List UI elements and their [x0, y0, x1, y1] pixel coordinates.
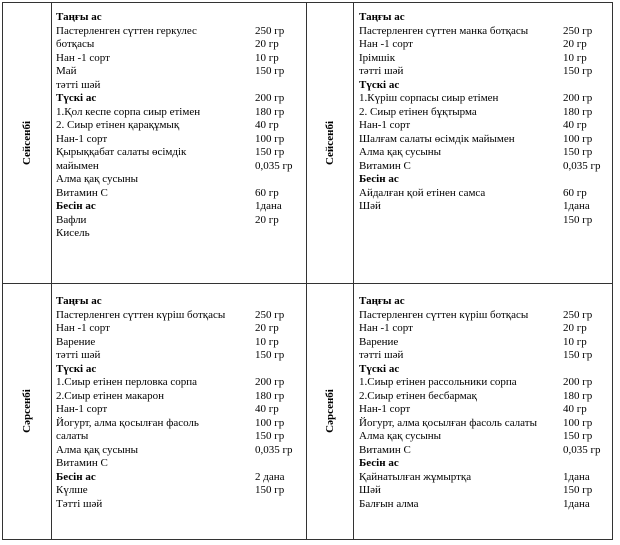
menu-item-quantity: 20 гр — [563, 322, 587, 334]
menu-item: 2.Сиыр етінен макарон — [56, 389, 164, 402]
meal-heading: Бесін ас — [359, 457, 399, 469]
menu-item: Йогурт, алма қосылған фасоль — [56, 416, 199, 429]
menu-item: Қырыққабат салаты өсімдік — [56, 146, 187, 158]
menu-item: Май — [56, 65, 77, 77]
menu-item: 1.Қол кеспе сорпа сиыр етімен — [56, 105, 201, 118]
menu-item: Варение — [359, 335, 399, 348]
menu-item-quantity: 0,035 гр — [255, 159, 293, 172]
menu-item-quantity: 180 гр — [563, 389, 593, 402]
menu-item: Нан -1 сорт — [359, 38, 413, 50]
menu-item-quantity: 250 гр — [255, 24, 285, 37]
meal-heading: Бесін ас — [56, 200, 96, 212]
day-label: Сәрсенбі — [21, 389, 33, 433]
menu-item-quantity: 150 гр — [255, 349, 285, 361]
menu-item-quantity: 20 гр — [255, 322, 279, 334]
menu-item: Нан-1 сорт — [359, 119, 411, 131]
meal-heading: Түскі ас — [359, 362, 400, 375]
menu-item: Балғын алма — [359, 497, 419, 510]
menu-item: Шәй — [359, 200, 381, 212]
menu-item: ботқасы — [56, 38, 95, 50]
menu-item-quantity: 10 гр — [255, 51, 279, 64]
menu-item-quantity: 20 гр — [255, 213, 279, 226]
menu-item-quantity: 150 гр — [563, 430, 593, 442]
menu-item: тәтті шәй — [359, 349, 404, 361]
menu-item-quantity: 180 гр — [255, 389, 285, 402]
meal-heading: Түскі ас — [56, 92, 97, 104]
menu-item-quantity: 60 гр — [563, 186, 587, 199]
menu-item-quantity: 250 гр — [563, 308, 593, 321]
menu-item-quantity: 0,035 гр — [563, 443, 601, 456]
table-border-left — [2, 2, 3, 540]
menu-item: Нан -1 сорт — [56, 322, 110, 334]
menu-item: Шалғам салаты өсімдік майымен — [359, 132, 515, 145]
menu-item-quantity: 0,035 гр — [563, 159, 601, 172]
menu-item-quantity: 100 гр — [255, 416, 285, 429]
table-border-bottom — [2, 539, 612, 540]
table-border-top — [2, 2, 612, 3]
menu-item-quantity: 180 гр — [563, 105, 593, 118]
menu-item: Йогурт, алма қосылған фасоль салаты — [359, 416, 537, 429]
menu-item-quantity: 180 гр — [255, 105, 285, 118]
menu-item: Витамин С — [359, 159, 411, 172]
menu-item-quantity: 0,035 гр — [255, 443, 293, 456]
menu-item: Вафли — [56, 213, 87, 226]
menu-item: Кисель — [56, 227, 90, 239]
menu-item-quantity: 100 гр — [563, 132, 593, 145]
menu-item-quantity: 250 гр — [255, 308, 285, 321]
meal-heading: Таңғы ас — [56, 295, 102, 307]
menu-item-quantity: 100 гр — [255, 132, 285, 145]
menu-item-quantity: 250 гр — [563, 24, 593, 37]
menu-item: Пастерленген сүттен манка ботқасы — [359, 24, 529, 37]
menu-item-quantity: 1дана — [563, 497, 590, 510]
menu-item: Варение — [56, 335, 96, 348]
menu-item-quantity: 1дана — [255, 200, 282, 212]
menu-item-quantity: 10 гр — [255, 335, 279, 348]
menu-item: Алма қақ сусыны — [56, 173, 139, 185]
menu-item-quantity: 40 гр — [255, 119, 279, 131]
menu-item-quantity: 150 гр — [563, 65, 593, 77]
menu-item: салаты — [56, 430, 89, 442]
menu-item-quantity: 150 гр — [255, 65, 285, 77]
menu-item-quantity: 150 гр — [563, 349, 593, 361]
menu-item-quantity: 150 гр — [255, 430, 285, 442]
meal-heading: Таңғы ас — [359, 11, 405, 23]
table-day-divider-left — [51, 2, 52, 540]
menu-item: Нан-1 сорт — [56, 132, 108, 145]
menu-item-quantity: 20 гр — [563, 38, 587, 50]
menu-item: Айдалған қой етінен самса — [359, 186, 486, 199]
table-day-divider-right — [353, 2, 354, 540]
menu-item: тәтті шәй — [56, 349, 101, 361]
menu-item: Күлше — [56, 484, 88, 496]
menu-item: Витамин С — [359, 443, 411, 456]
menu-item: Нан -1 сорт — [56, 51, 110, 64]
menu-item: Алма қақ сусыны — [359, 430, 442, 442]
menu-item: Нан-1 сорт — [359, 403, 411, 415]
table-row-divider — [2, 283, 612, 284]
menu-item-quantity: 200 гр — [563, 92, 593, 104]
menu-item: Ірімшік — [359, 51, 396, 64]
meal-heading: Бесін ас — [359, 173, 399, 185]
menu-item-quantity: 150 гр — [563, 484, 593, 496]
menu-item: Нан -1 сорт — [359, 322, 413, 334]
menu-item: Шәй — [359, 484, 381, 496]
menu-item: Алма қақ сусыны — [56, 443, 139, 456]
menu-item: Витамин С — [56, 186, 108, 199]
table-column-divider — [306, 2, 307, 540]
menu-item: 1.Күріш сорпасы сиыр етімен — [359, 92, 499, 104]
menu-item-quantity: 10 гр — [563, 51, 587, 64]
menu-item-quantity: 150 гр — [255, 484, 285, 496]
menu-item: Алма қақ сусыны — [359, 146, 442, 158]
menu-item: тәтті шәй — [359, 65, 404, 77]
menu-item-quantity: 200 гр — [255, 92, 285, 104]
menu-item-quantity: 150 гр — [563, 213, 593, 226]
menu-item: тәтті шәй — [56, 78, 101, 91]
meal-heading: Таңғы ас — [359, 295, 405, 307]
menu-item: Нан-1 сорт — [56, 403, 108, 415]
menu-item-quantity: 1дана — [563, 200, 590, 212]
day-label: Сейсенбі — [21, 120, 33, 166]
menu-item: Пастерленген сүттен геркулес — [56, 24, 197, 37]
menu-item: 2. Сиыр етінен қарақұмық — [56, 119, 180, 131]
menu-item: майымен — [56, 159, 99, 172]
menu-item-quantity: 2 дана — [255, 470, 285, 483]
meal-heading: Бесін ас — [56, 470, 96, 483]
menu-item-quantity: 200 гр — [255, 376, 285, 388]
menu-item-quantity: 100 гр — [563, 416, 593, 429]
day-label: Сәрсенбі — [324, 389, 336, 433]
menu-item: 1.Сиыр етінен рассольники сорпа — [359, 376, 517, 388]
menu-item: 2. Сиыр етінен бұқтырма — [359, 105, 477, 118]
menu-item: Қайнатылған жұмыртқа — [359, 470, 472, 483]
menu-item-quantity: 40 гр — [563, 119, 587, 131]
menu-item-quantity: 40 гр — [255, 403, 279, 415]
menu-item: Витамин С — [56, 457, 108, 469]
menu-item-quantity: 40 гр — [563, 403, 587, 415]
meal-heading: Түскі ас — [56, 362, 97, 375]
menu-item: Пастерленген сүттен күріш ботқасы — [56, 308, 226, 321]
menu-item: Тәтті шәй — [56, 497, 103, 510]
menu-item: 1.Сиыр етінен перловка сорпа — [56, 376, 198, 388]
menu-item-quantity: 10 гр — [563, 335, 587, 348]
menu-item-quantity: 200 гр — [563, 376, 593, 388]
menu-item-quantity: 20 гр — [255, 38, 279, 50]
menu-item-quantity: 150 гр — [255, 146, 285, 158]
meal-heading: Таңғы ас — [56, 11, 102, 23]
table-border-right — [612, 2, 613, 540]
menu-item: 2.Сиыр етінен бесбармақ — [359, 389, 477, 402]
menu-item: Пастерленген сүттен күріш ботқасы — [359, 308, 529, 321]
menu-item-quantity: 60 гр — [255, 186, 279, 199]
menu-item-quantity: 1дана — [563, 470, 590, 483]
menu-item-quantity: 150 гр — [563, 146, 593, 158]
meal-heading: Түскі ас — [359, 78, 400, 91]
day-label: Сейсенбі — [324, 120, 336, 166]
